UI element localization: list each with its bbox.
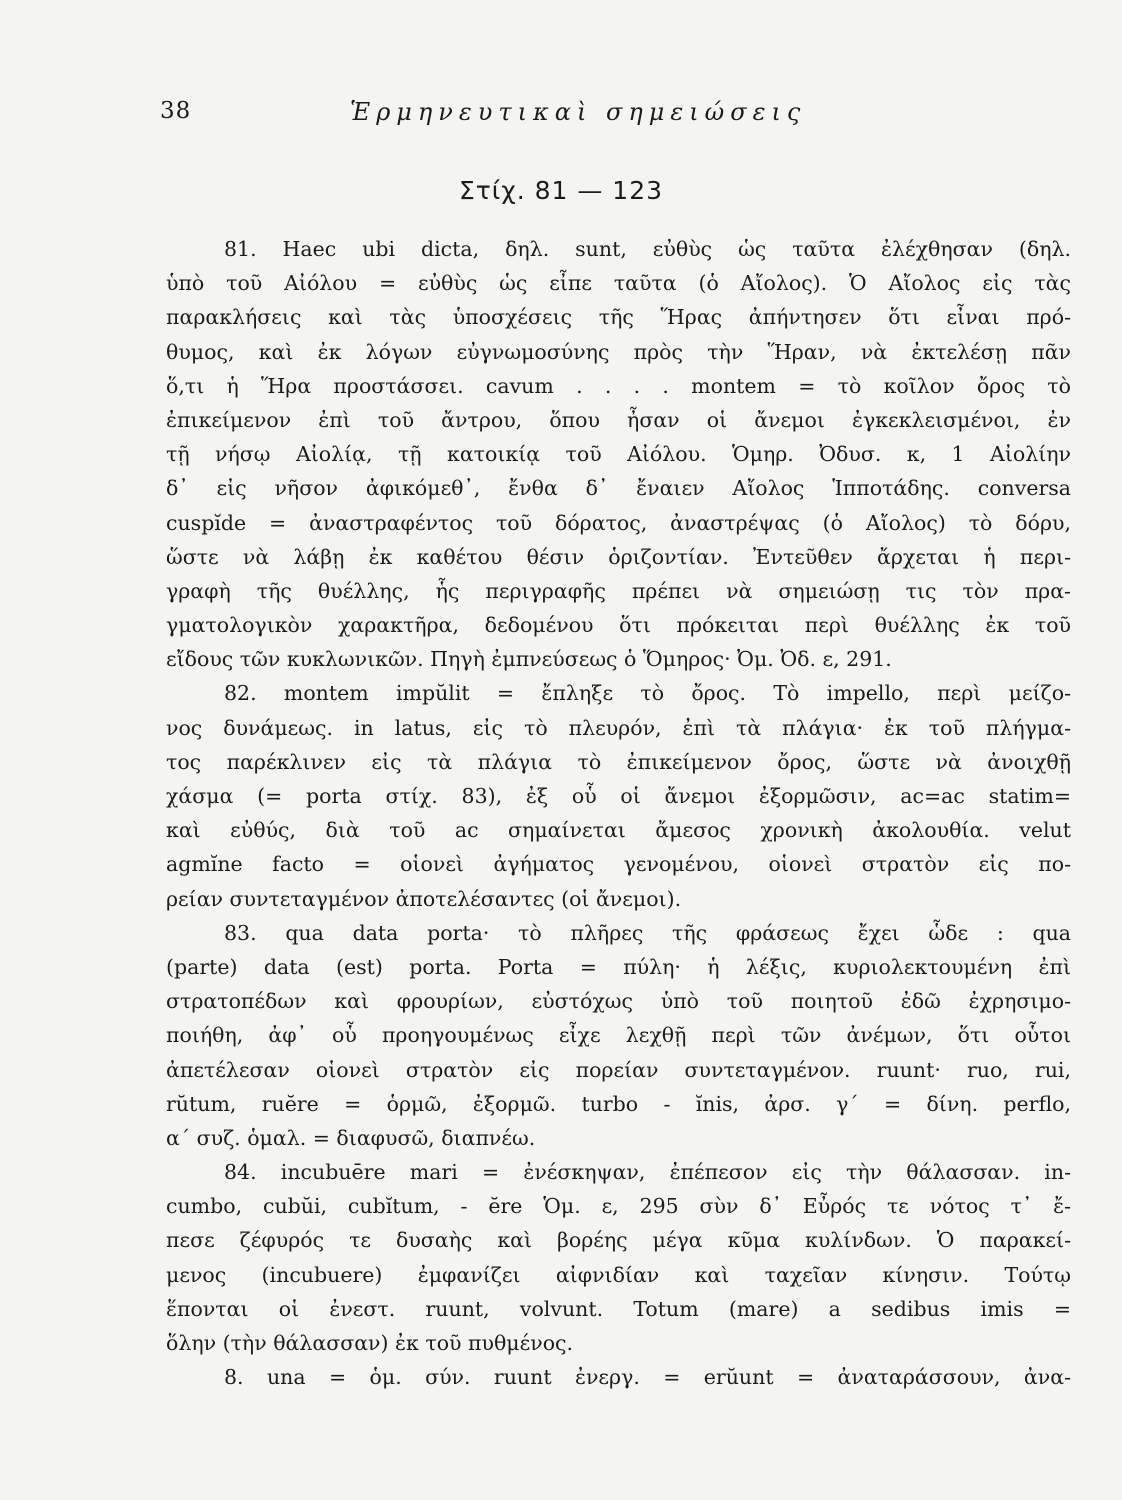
text-line: μενος (incubuere) ἐμφανίζει αἰφνιδίαν καὶ ταχεῖαν κίνησιν. Τούτῳ bbox=[166, 1262, 1071, 1287]
text-line: τῇ νήσῳ Αἰολίᾳ, τῇ κατοικίᾳ τοῦ Αἰόλου. Ὁμηρ. Ὀδυσ. κ, 1 Αἰολίην bbox=[166, 442, 1071, 467]
running-title: Ἑρμηνευτικαὶ σημειώσεις bbox=[350, 98, 807, 126]
body-text bbox=[166, 232, 1071, 1394]
text-line: ρείαν συντεταγμένον ἀποτελέσαντες (οἱ ἄνεμοι). bbox=[166, 886, 682, 911]
running-head bbox=[160, 98, 1070, 138]
text-line: γραφὴ τῆς θυέλλης, ἧς περιγραφῆς πρέπει νὰ σημειώσῃ τις τὸν πρα- bbox=[166, 578, 1071, 603]
text-line: εἴδους τῶν κυκλωνικῶν. Πηγὴ ἐμπνεύσεως ὁ Ὅμηρος· Ὀμ. Ὀδ. ε, 291. bbox=[166, 647, 892, 672]
text-line: ὑπὸ τοῦ Αἰόλου = εὐθὺς ὡς εἶπε ταῦτα (ὁ Αἴολος). Ὁ Αἴολος εἰς τὰς bbox=[166, 271, 1071, 296]
text-line: 8. una = ὁμ. σύν. ruunt ἐνεργ. = erŭunt = ἀναταράσσουν, ἀνα- bbox=[224, 1365, 1071, 1390]
text-line: 82. montem impŭlit = ἔπληξε τὸ ὄρος. Τὸ impello, περὶ μείζο- bbox=[224, 681, 1071, 706]
text-line: agmĭne facto = οἱονεὶ ἀγήματος γενομένου, οἱονεὶ στρατὸν εἰς πο- bbox=[166, 852, 1071, 877]
text-line: α΄ συζ. ὁμαλ. = διαφυσῶ, διαπνέω. bbox=[166, 1125, 536, 1150]
text-line: ἕπονται οἱ ἐνεστ. ruunt, volvunt. Totum (mare) a sedibus imis = bbox=[166, 1296, 1071, 1321]
text-line: ποιήθη, ἀφ᾽ οὗ προηγουμένως εἶχε λεχθῇ περὶ τῶν ἀνέμων, ὅτι οὗτοι bbox=[166, 1023, 1071, 1048]
text-line: πεσε ζέφυρός τε δυσαὴς καὶ βορέης μέγα κῦμα κυλίνδων. Ὁ παρακεί- bbox=[166, 1228, 1071, 1253]
text-line: ἀπετέλεσαν οἱονεὶ στρατὸν εἰς πορείαν συντεταγμένον. ruunt· ruo, rui, bbox=[166, 1057, 1071, 1082]
text-line: τος παρέκλινεν εἰς τὰ πλάγια τὸ ἐπικείμενον ὄρος, ὥστε νὰ ἀνοιχθῇ bbox=[166, 749, 1071, 774]
text-line: 84. incubuēre mari = ἐνέσκηψαν, ἐπέπεσον εἰς τὴν θάλασσαν. in- bbox=[224, 1160, 1071, 1185]
text-line: θυμος, καὶ ἐκ λόγων εὐγνωμοσύνης πρὸς τὴν Ἥραν, νὰ ἐκτελέσῃ πᾶν bbox=[166, 339, 1071, 364]
text-line: ὅ,τι ἡ Ἥρα προστάσσει. cavum . . . . montem = τὸ κοῖλον ὄρος τὸ bbox=[166, 373, 1071, 398]
section-heading: Στίχ. 81 — 123 bbox=[458, 176, 664, 205]
text-line: cumbo, cubŭi, cubĭtum, - ĕre Ὁμ. ε, 295 σὺν δ᾽ Εὖρός τε νότος τ᾽ ἔ- bbox=[166, 1194, 1071, 1219]
text-line: cuspĭde = ἀναστραφέντος τοῦ δόρατος, ἀναστρέψας (ὁ Αἴολος) τὸ δόρυ, bbox=[166, 510, 1071, 535]
text-line: καὶ εὐθύς, διὰ τοῦ ac σημαίνεται ἄμεσος χρονικὴ ἀκολουθία. velut bbox=[166, 818, 1071, 843]
text-line: νος δυνάμεως. in latus, εἰς τὸ πλευρόν, ἐπὶ τὰ πλάγια· ἐκ τοῦ πλήγμα- bbox=[166, 715, 1071, 740]
text-line: γματολογικὸν χαρακτῆρα, δεδομένου ὅτι πρόκειται περὶ θυέλλης ἐκ τοῦ bbox=[166, 613, 1071, 638]
text-line: 83. qua data porta· τὸ πλῆρες τῆς φράσεως ἔχει ὧδε : qua bbox=[224, 920, 1071, 945]
text-line: στρατοπέδων καὶ φρουρίων, εὐστόχως ὑπὸ τοῦ ποιητοῦ ἐδῶ ἐχρησιμο- bbox=[166, 989, 1071, 1014]
text-line: (parte) data (est) porta. Porta = πύλη· ἡ λέξις, κυριολεκτουμένη ἐπὶ bbox=[166, 954, 1071, 979]
text-line: rŭtum, ruĕre = ὁρμῶ, ἐξορμῶ. turbo - ĭnis, ἀρσ. γ΄ = δίνη. perflo, bbox=[166, 1091, 1071, 1116]
page-number: 38 bbox=[160, 98, 192, 124]
text-line: χάσμα (= porta στίχ. 83), ἐξ οὗ οἱ ἄνεμοι ἐξορμῶσιν, ac=ac statim= bbox=[166, 784, 1071, 808]
text-line: ὥστε νὰ λάβῃ ἐκ καθέτου θέσιν ὁριζοντίαν. Ἐντεῦθεν ἄρχεται ἡ περι- bbox=[166, 544, 1071, 569]
text-line: 81. Haec ubi dicta, δηλ. sunt, εὐθὺς ὡς ταῦτα ἐλέχθησαν (δηλ. bbox=[224, 237, 1071, 261]
text-line: ὅλην (τὴν θάλασσαν) ἐκ τοῦ πυθμένος. bbox=[166, 1331, 574, 1355]
text-line: δ᾽ εἰς νῆσον ἀφικόμεθ᾽, ἔνθα δ᾽ ἔναιεν Αἴολος Ἱπποτάδης. conversa bbox=[166, 476, 1071, 501]
text-line: παρακλήσεις καὶ τὰς ὑποσχέσεις τῆς Ἥρας ἀπήντησεν ὅτι εἶναι πρό- bbox=[166, 305, 1071, 330]
text-line: ἐπικείμενον ἐπὶ τοῦ ἄντρου, ὅπου ἦσαν οἱ ἄνεμοι ἐγκεκλεισμένοι, ἐν bbox=[166, 407, 1071, 432]
